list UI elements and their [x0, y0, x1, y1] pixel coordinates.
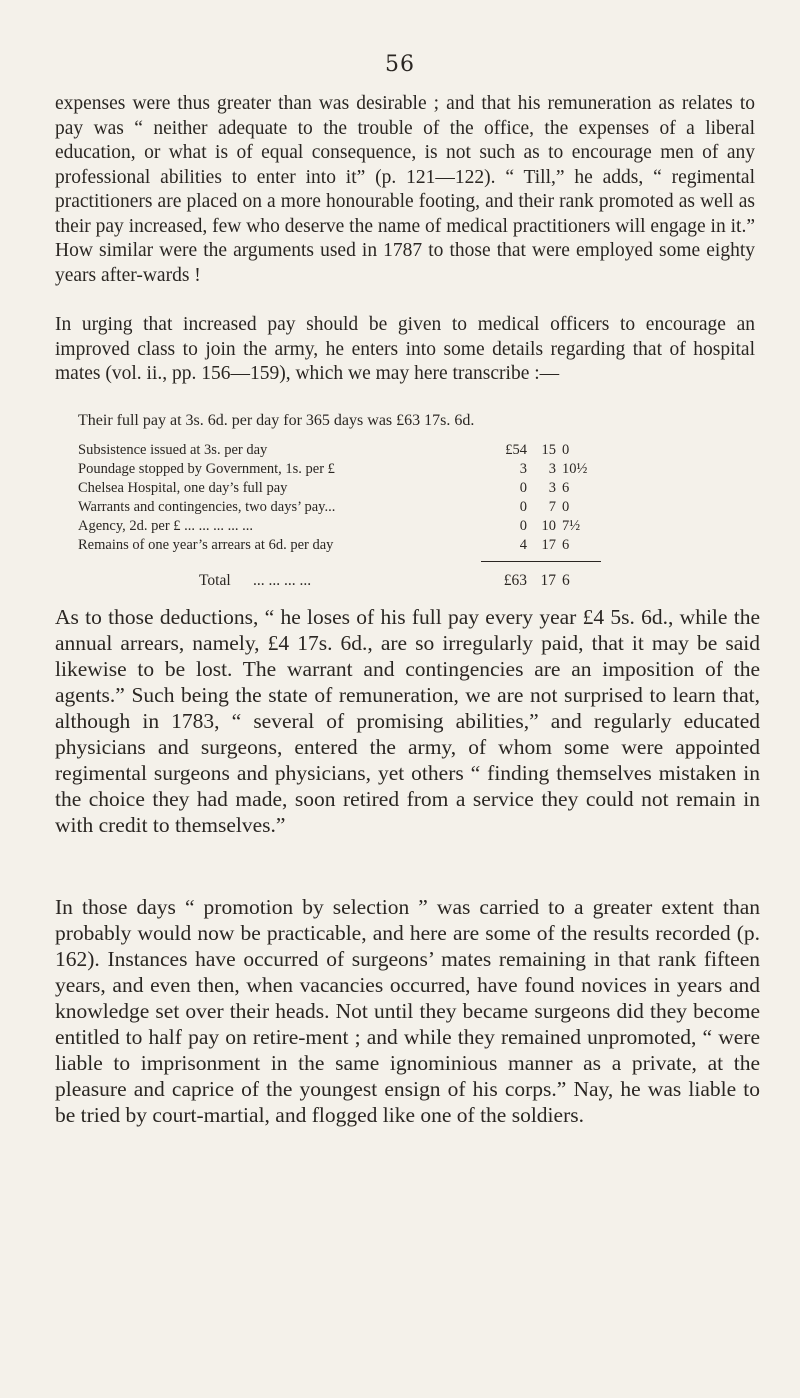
total-rule	[481, 561, 601, 562]
row-label: Remains of one year’s arrears at 6d. per day	[78, 537, 334, 553]
shillings: 3	[548, 480, 556, 496]
paragraph-4: In those days “ promotion by selection ” was carried to a greater extent than probably would now be practicable, and here are some of the results recorded (p. 162). Instances have occurred of surgeons’ mates remaining in that rank fifteen years, and even then, when vacancies occurred, have found novices in years and knowledge set over their heads. Not until they became surgeons did they become entitled to half pay on retire-ment ; and while they remained unpromoted, “ were liable to imprisonment in the same ignominious manner as a private, at the pleasure and caprice of the youngest ensign of his corps.” Nay, he was liable to be tried by court-martial, and flogged like one of the soldiers.	[55, 895, 760, 1127]
pence: 0	[562, 442, 570, 458]
shillings: 17	[541, 537, 556, 553]
table-row	[78, 479, 638, 498]
total-pounds: £63	[503, 572, 527, 589]
total-pence: 6	[562, 572, 570, 589]
table-row	[78, 536, 638, 555]
shillings: 3	[548, 461, 556, 477]
paragraph-2: In urging that increased pay should be given to medical officers to encourage an improved class to join the army, he enters into some details regarding that of hospital mates (vol. ii., pp. 156—159), which we may here transcribe :—	[55, 314, 755, 384]
table-row	[78, 460, 638, 479]
page-number: 56	[385, 52, 415, 77]
pounds: 0	[519, 518, 527, 534]
table-row	[78, 517, 638, 536]
pence: 6	[562, 537, 570, 553]
pounds: 0	[519, 480, 527, 496]
total-label: Total	[199, 572, 231, 589]
pence: 6	[562, 480, 570, 496]
table-row	[78, 498, 638, 517]
table-row	[78, 441, 638, 460]
row-label: Poundage stopped by Government, 1s. per £	[78, 461, 335, 477]
shillings: 10	[541, 518, 556, 534]
shillings: 7	[548, 499, 556, 515]
pay-deductions-table	[78, 441, 638, 555]
shillings: 15	[541, 442, 556, 458]
total-shillings: 17	[540, 572, 556, 589]
pounds: 3	[519, 461, 527, 477]
pence: 0	[562, 499, 570, 515]
row-label: Chelsea Hospital, one day’s full pay	[78, 480, 288, 496]
row-label: Agency, 2d. per £ ... ... ... ... ...	[78, 518, 254, 534]
paragraph-1: expenses were thus greater than was desirable ; and that his remuneration as relates to pay was “ neither adequate to the trouble of the office, the expenses of a liberal education, or what is of equal consequence, is not such as to encourage men of any professional abilities to enter into it” (p. 121—122). “ Till,” he adds, “ regimental practitioners are placed on a more honourable footing, and their rank promoted as well as their pay increased, few who deserve the name of medical practitioners will engage in it.” How similar were the arguments used in 1787 to those that were employed some eighty years after-wards !	[55, 93, 755, 286]
pay-intro-line: Their full pay at 3s. 6d. per day for 365 days was £63 17s. 6d.	[78, 412, 475, 429]
total-leader-dots: ... ... ... ...	[253, 572, 312, 589]
pence: 7½	[562, 518, 581, 534]
pence: 10½	[562, 461, 588, 477]
pounds: 0	[519, 499, 527, 515]
pounds: 4	[519, 537, 527, 553]
paragraph-3: As to those deductions, “ he loses of his full pay every year £4 5s. 6d., while the annual arrears, namely, £4 17s. 6d., are so irregularly paid, that it may be said likewise to be lost. The warrant and contingencies are an imposition of the agents.” Such being the state of remuneration, we are not surprised to learn that, although in 1783, “ several of promising abilities,” and regularly educated physicians and surgeons, entered the army, of whom some were appointed regimental surgeons and physicians, yet others “ finding themselves mistaken in the choice they had made, soon retired from a service they could not remain in with credit to themselves.”	[55, 605, 760, 837]
pounds: £54	[505, 442, 527, 458]
row-label: Subsistence issued at 3s. per day	[78, 442, 268, 458]
row-label: Warrants and contingencies, two days’ pay...	[78, 499, 336, 515]
table-total-row	[78, 571, 638, 591]
